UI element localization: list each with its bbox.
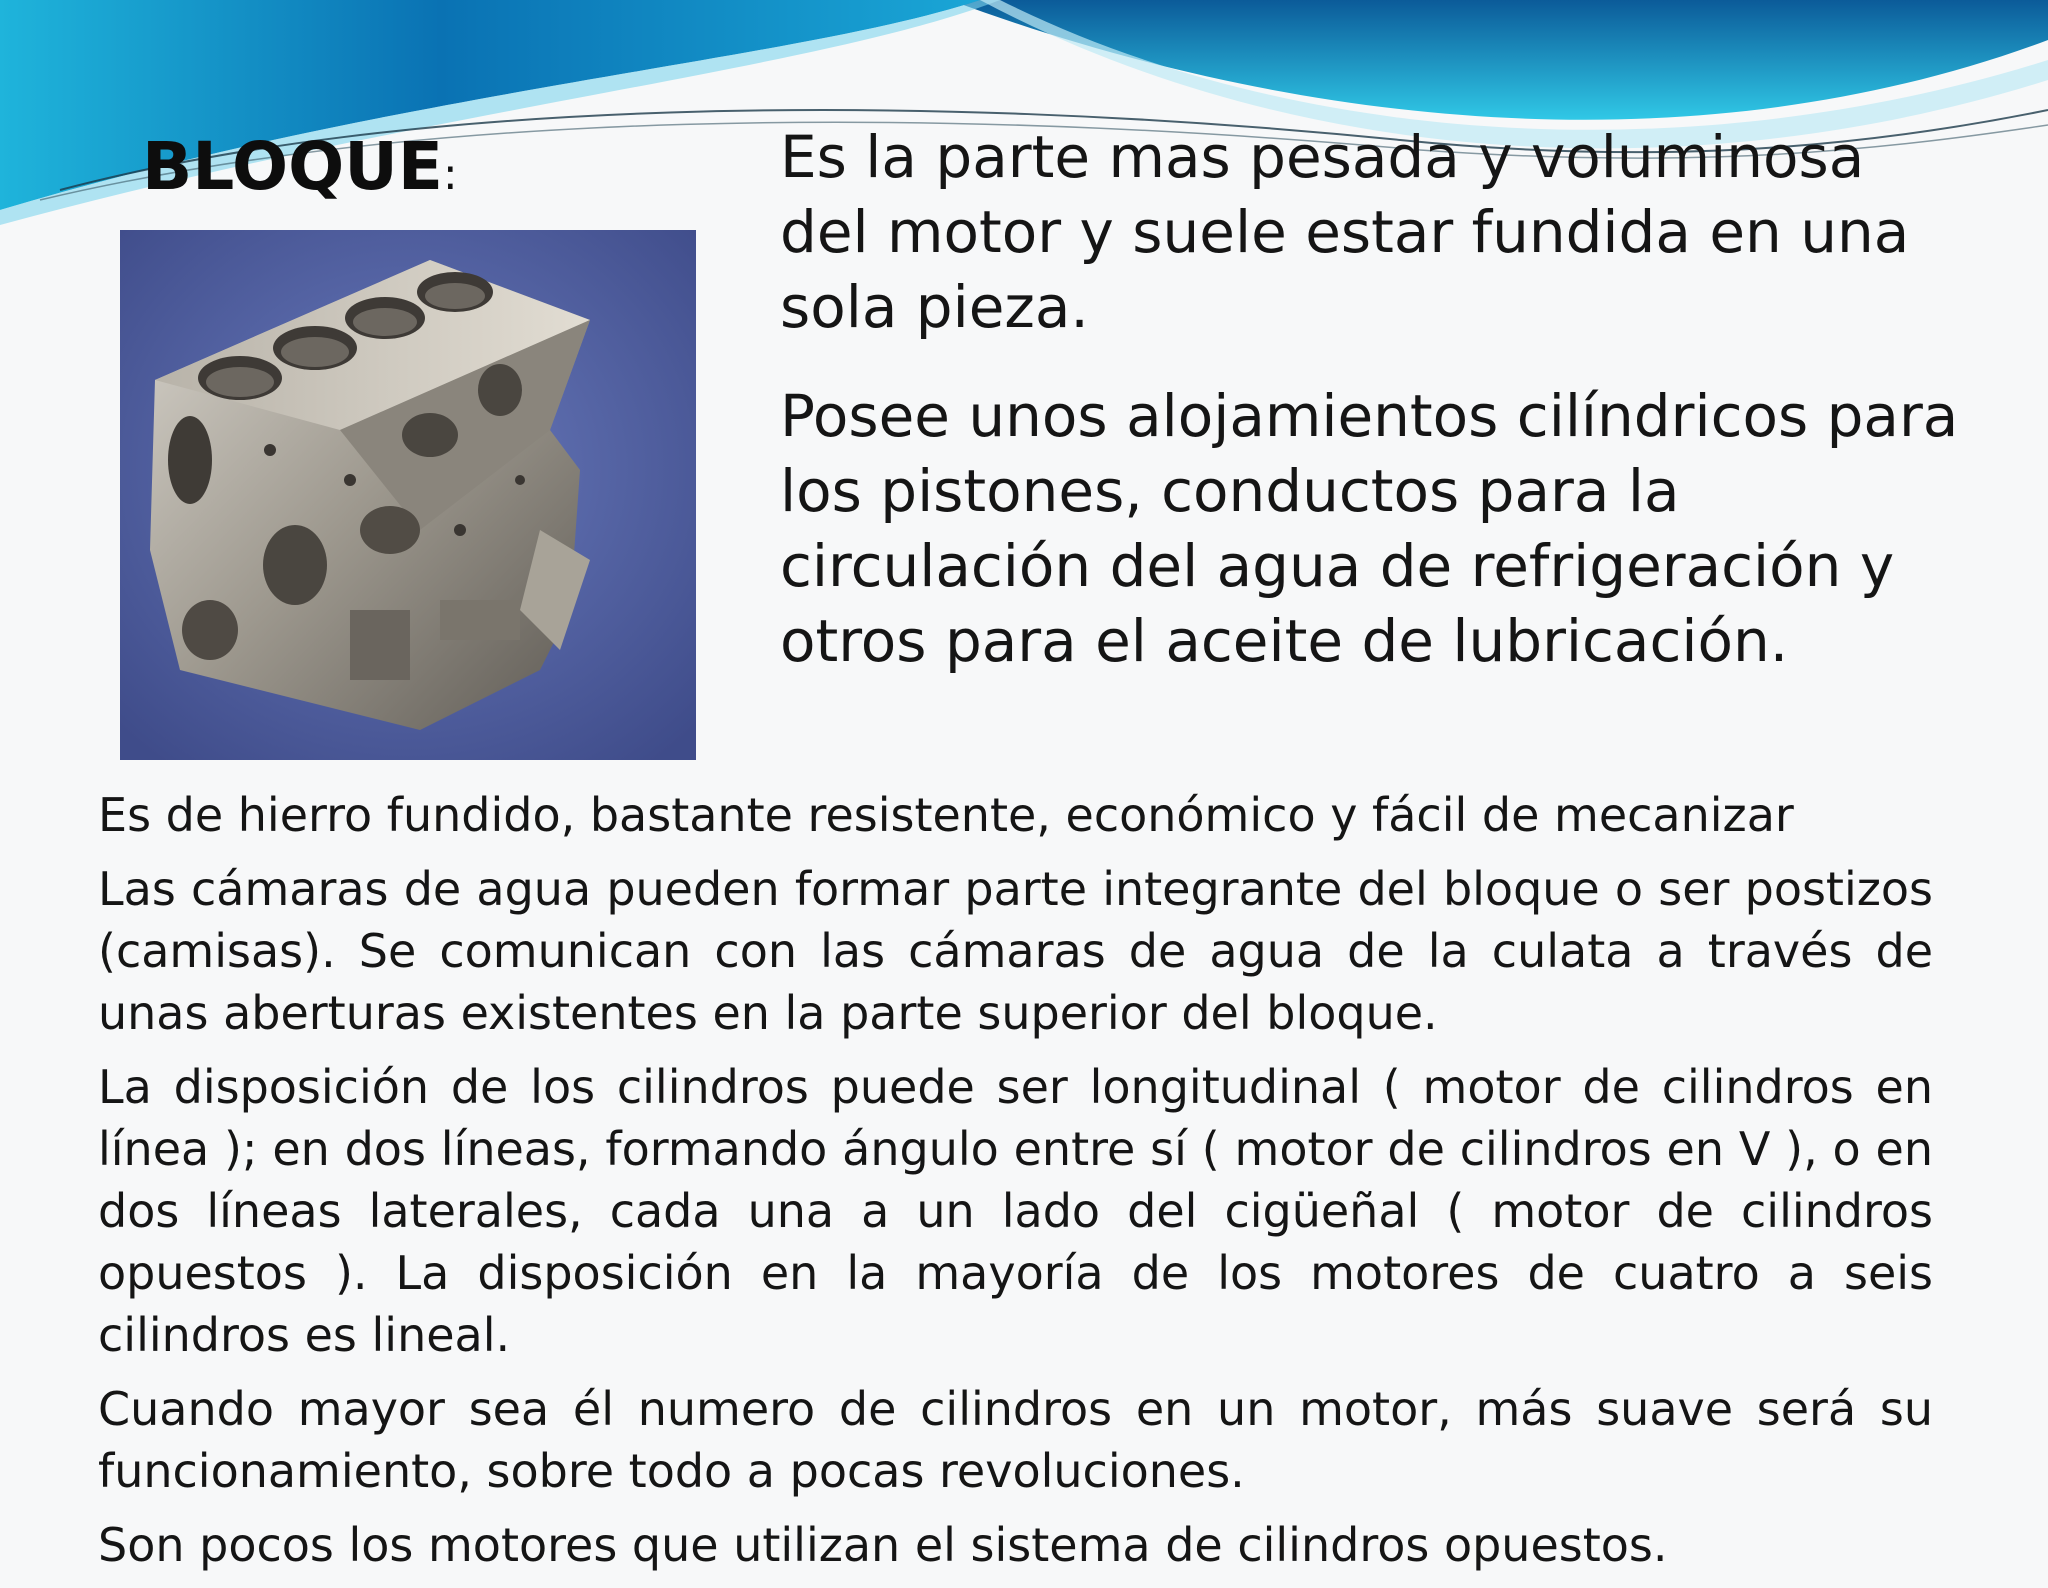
body-paragraph-3: La disposición de los cilindros puede ser longitudinal ( motor de cilindros en línea ); en dos líneas, formando ángulo entre sí ( motor de cilindros en V ), o en dos líneas laterales, cada una a un lado del cigüeñal ( motor de cilindros opuestos ). La disposición en la mayoría de los motores de cuatro a seis cilindros es lineal. (98, 1060, 1933, 1362)
slide-title (142, 128, 458, 205)
body-paragraph-1: Es de hierro fundido, bastante resistente, económico y fácil de mecanizar (98, 788, 1794, 842)
body-paragraph-5: Son pocos los motores que utilizan el sistema de cilindros opuestos. (98, 1518, 1668, 1572)
engine-block-image (120, 230, 696, 760)
intro-paragraph-1: Es la parte mas pesada y voluminosa del motor y suele estar fundida en una sola pieza. (780, 123, 1910, 341)
body-text (98, 784, 1933, 1588)
title-colon: : (442, 149, 458, 200)
engine-block-illustration (120, 230, 696, 760)
body-paragraph-2: Las cámaras de agua pueden formar parte integrante del bloque o ser postizos (camisas). Se comunican con las cámaras de agua de la culata a través de unas aberturas existentes en la parte superior del bloque. (98, 862, 1933, 1040)
title-text: BLOQUE (142, 128, 443, 205)
intro-paragraph-2: Posee unos alojamientos cilíndricos para los pistones, conductos para la circulación del agua de refrigeración y otros para el aceite de lubricación. (780, 382, 1959, 675)
intro-text (780, 120, 1960, 713)
body-paragraph-4: Cuando mayor sea él numero de cilindros en un motor, más suave será su funcionamiento, sobre todo a pocas revoluciones. (98, 1382, 1933, 1498)
